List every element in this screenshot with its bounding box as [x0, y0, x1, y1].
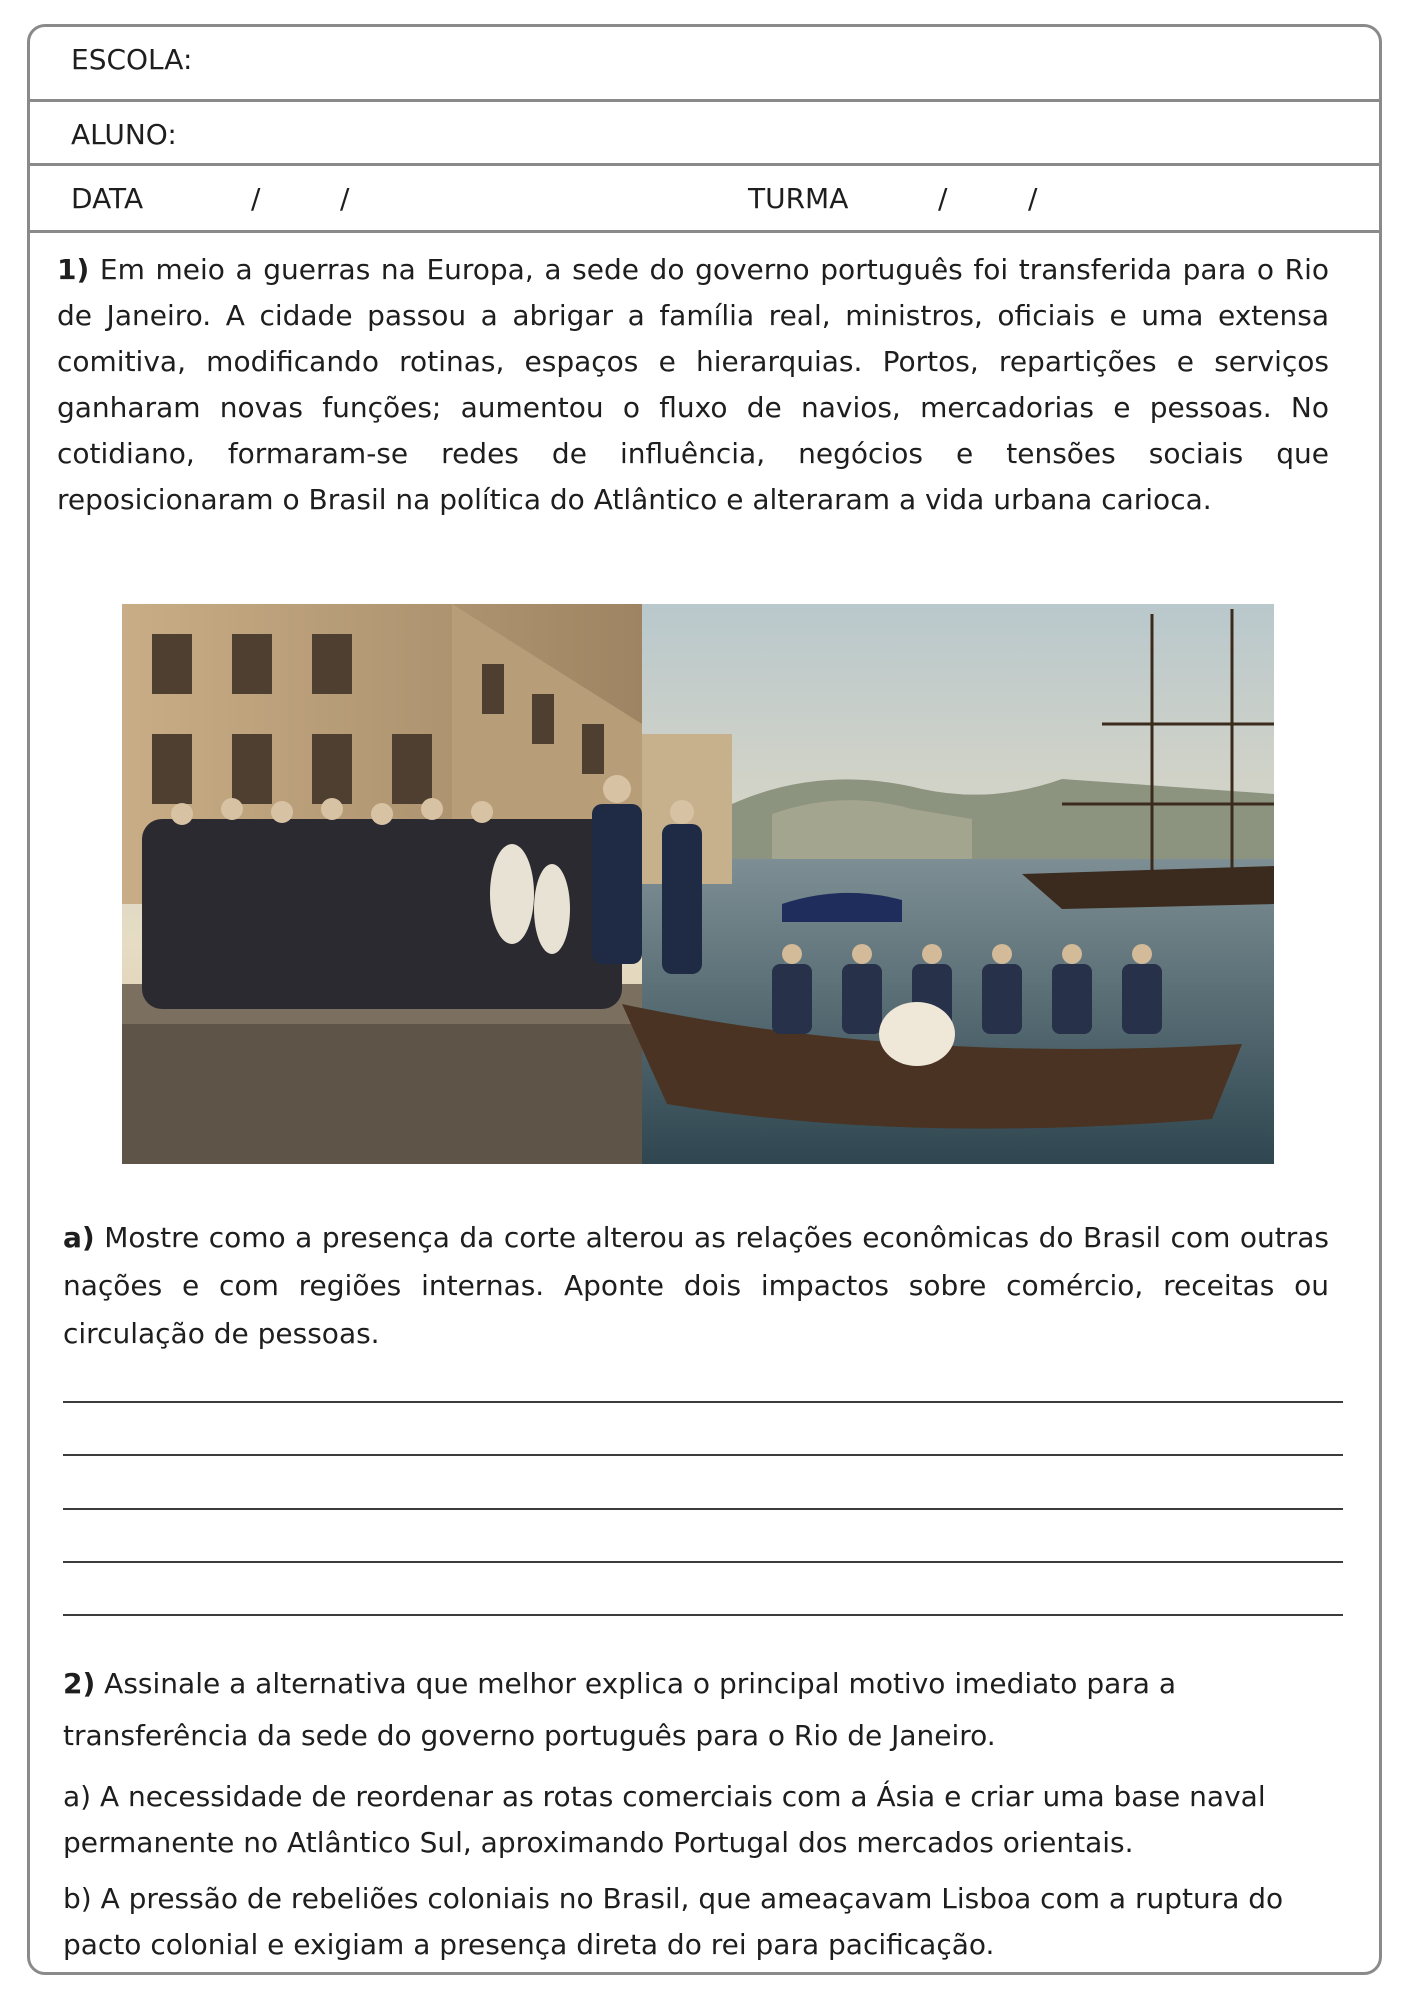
- question-1-text: [57, 247, 1329, 523]
- answer-line[interactable]: [63, 1614, 1343, 1616]
- student-label: ALUNO:: [71, 118, 177, 151]
- question-1a-label: a): [63, 1221, 95, 1254]
- question-2-body: Assinale a alternativa que melhor explica o principal motivo imediato para a transferência da sede do governo português para o Rio de Janeiro.: [63, 1667, 1176, 1752]
- date-slash: /: [340, 182, 350, 215]
- question-1-body: Em meio a guerras na Europa, a sede do governo português foi transferida para o Rio de Janeiro. A cidade passou a abrigar a família real, ministros, oficiais e uma extensa comitiva, modificando rotinas, espaços e hierarquias. Portos, repartições e serviços ganharam novas funções; aumentou o fluxo de navios, mercadorias e pessoas. No cotidiano, formaram-se redes de influência, negócios e tensões sociais que reposicionaram o Brasil na política do Atlântico e alteraram a vida urbana carioca.: [57, 253, 1329, 516]
- class-slash: /: [1028, 182, 1038, 215]
- date-label: DATA: [71, 182, 144, 215]
- question-2-option-a[interactable]: a) A necessidade de reordenar as rotas comerciais com a Ásia e criar uma base naval permanente no Atlântico Sul, aproximando Portugal dos mercados orientais.: [63, 1780, 1266, 1859]
- question-1a-body: Mostre como a presença da corte alterou as relações econômicas do Brasil com outras nações e com regiões internas. Aponte dois impactos sobre comércio, receitas ou circulação de pessoas.: [63, 1221, 1329, 1350]
- answer-line[interactable]: [63, 1508, 1343, 1510]
- answer-line[interactable]: [63, 1561, 1343, 1563]
- date-class-row: [30, 166, 1379, 233]
- date-slash: /: [251, 182, 261, 215]
- class-label: TURMA: [748, 182, 849, 215]
- answer-line[interactable]: [63, 1454, 1343, 1456]
- answer-line[interactable]: [63, 1401, 1343, 1403]
- school-row: [30, 27, 1379, 102]
- question-2-text: [63, 1658, 1353, 1762]
- school-label: ESCOLA:: [71, 43, 193, 76]
- question-2-number: 2): [63, 1667, 96, 1700]
- worksheet: [27, 24, 1382, 1975]
- question-2-option-b[interactable]: b) A pressão de rebeliões coloniais no Brasil, que ameaçavam Lisboa com a ruptura do pacto colonial e exigiam a presença direta do rei para pacificação.: [63, 1882, 1284, 1961]
- class-slash: /: [938, 182, 948, 215]
- question-1a-text: [63, 1214, 1329, 1358]
- question-1-number: 1): [57, 253, 90, 286]
- arrival-royal-family-painting: [122, 604, 1274, 1164]
- student-row: [30, 102, 1379, 166]
